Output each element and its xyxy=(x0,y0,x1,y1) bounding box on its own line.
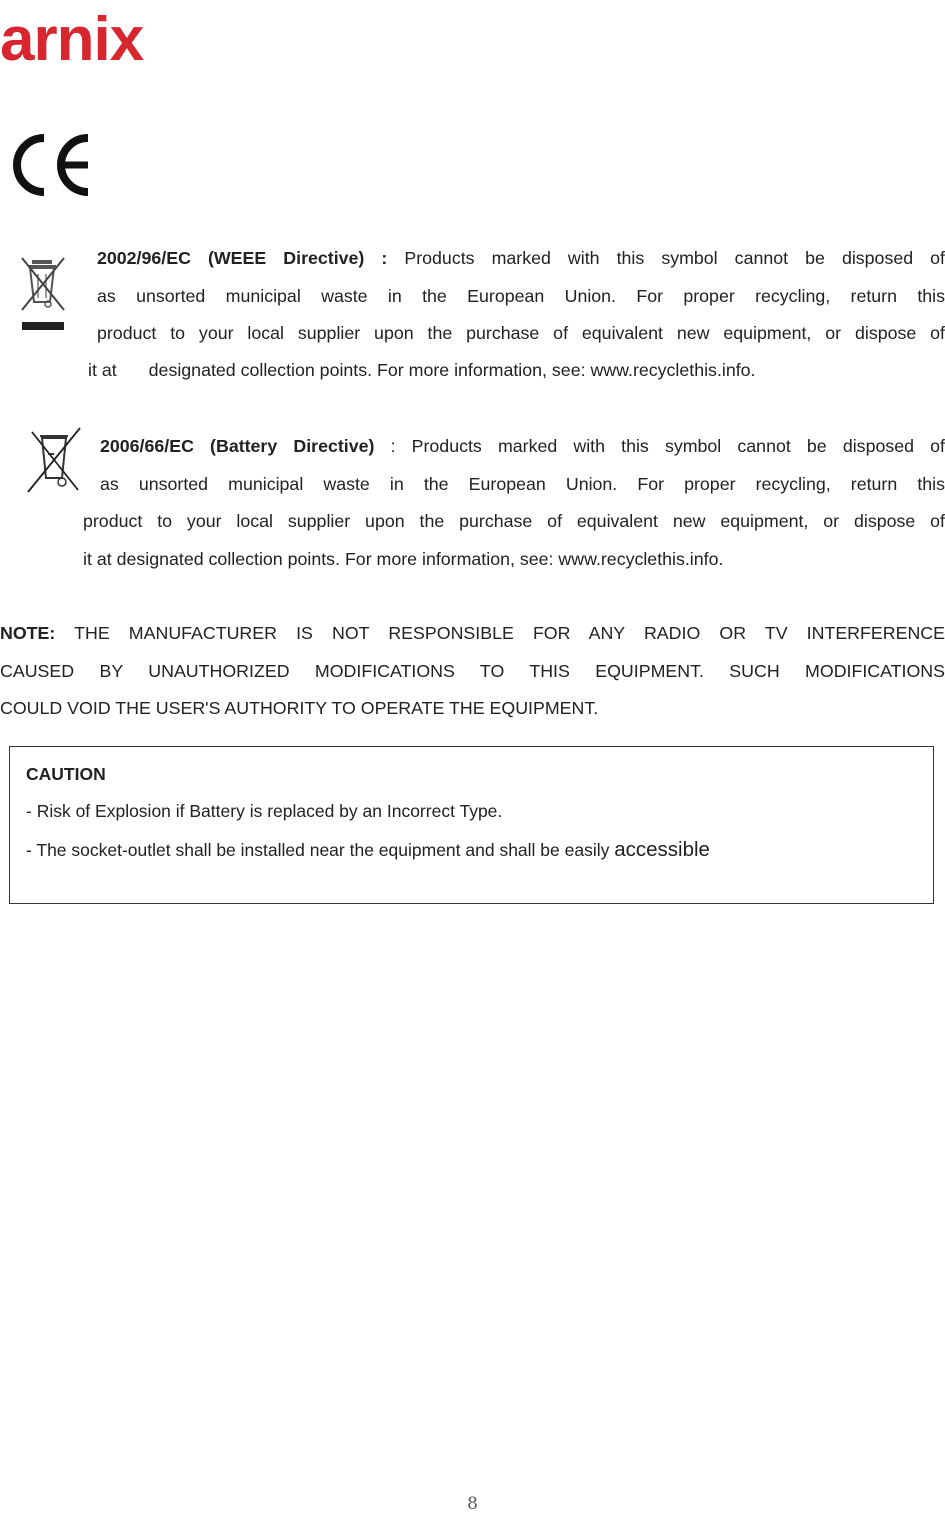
note-label: NOTE: xyxy=(0,623,56,643)
crossed-out-battery-bin-icon xyxy=(26,426,82,499)
weee-line-2: as unsorted municipal waste in the European Union. For proper recycling, return this xyxy=(97,285,945,306)
weee-line-1-text: Products marked with this symbol cannot be disposed of xyxy=(404,248,945,268)
battery-line-3: product to your local supplier upon the purchase of equivalent new equipment, or dispose of xyxy=(83,511,945,531)
weee-line-4-b: designated collection points. For more information, see: www.recyclethis.info. xyxy=(148,360,756,380)
weee-heading: 2002/96/EC (WEEE Directive) : xyxy=(97,248,388,268)
battery-line-1 xyxy=(83,428,945,466)
weee-line-3: product to your local supplier upon the purchase of equivalent new equipment, or dispose of xyxy=(97,323,945,343)
battery-line-4: it at designated collection points. For more information, see: www.recyclethis.info. xyxy=(83,548,724,569)
note-line-1-text: THE MANUFACTURER IS NOT RESPONSIBLE FOR ANY RADIO OR TV INTERFERENCE xyxy=(74,623,945,643)
caution-box xyxy=(9,746,934,904)
battery-directive-paragraph xyxy=(83,428,945,578)
caution-item-explosion: - Risk of Explosion if Battery is replaced by an Incorrect Type. xyxy=(26,801,503,821)
crossed-out-wheelie-bin-icon xyxy=(18,254,68,339)
logo-text: arnix xyxy=(0,5,144,66)
weee-directive-paragraph xyxy=(88,240,945,380)
page-number: 8 xyxy=(467,1494,478,1514)
caution-title: CAUTION xyxy=(26,764,106,784)
note-line-3: COULD VOID THE USER'S AUTHORITY TO OPERATE THE EQUIPMENT. xyxy=(0,698,599,718)
arnix-logo xyxy=(0,2,175,66)
caution-item-socket-outlet xyxy=(26,838,710,862)
brand-logo xyxy=(0,2,175,71)
weee-line-4-a: it at xyxy=(88,360,117,380)
note-line-2: CAUSED BY UNAUTHORIZED MODIFICATIONS TO THIS EQUIPMENT. SUCH MODIFICATIONS xyxy=(0,660,945,681)
weee-line-4 xyxy=(88,352,756,390)
battery-line-1-text: : Products marked with this symbol cannot be disposed of xyxy=(390,436,945,456)
ce-mark-icon xyxy=(8,132,94,203)
note-line-1 xyxy=(0,615,945,653)
caution-item-socket-text: - The socket-outlet shall be installed near the equipment and shall be easily xyxy=(26,840,610,860)
weee-line-1 xyxy=(97,240,945,278)
note-paragraph xyxy=(0,615,945,728)
battery-line-2: as unsorted municipal waste in the European Union. For proper recycling, return this xyxy=(100,473,945,494)
caution-item-accessible: accessible xyxy=(614,838,710,861)
battery-heading: 2006/66/EC (Battery Directive) xyxy=(100,436,375,456)
